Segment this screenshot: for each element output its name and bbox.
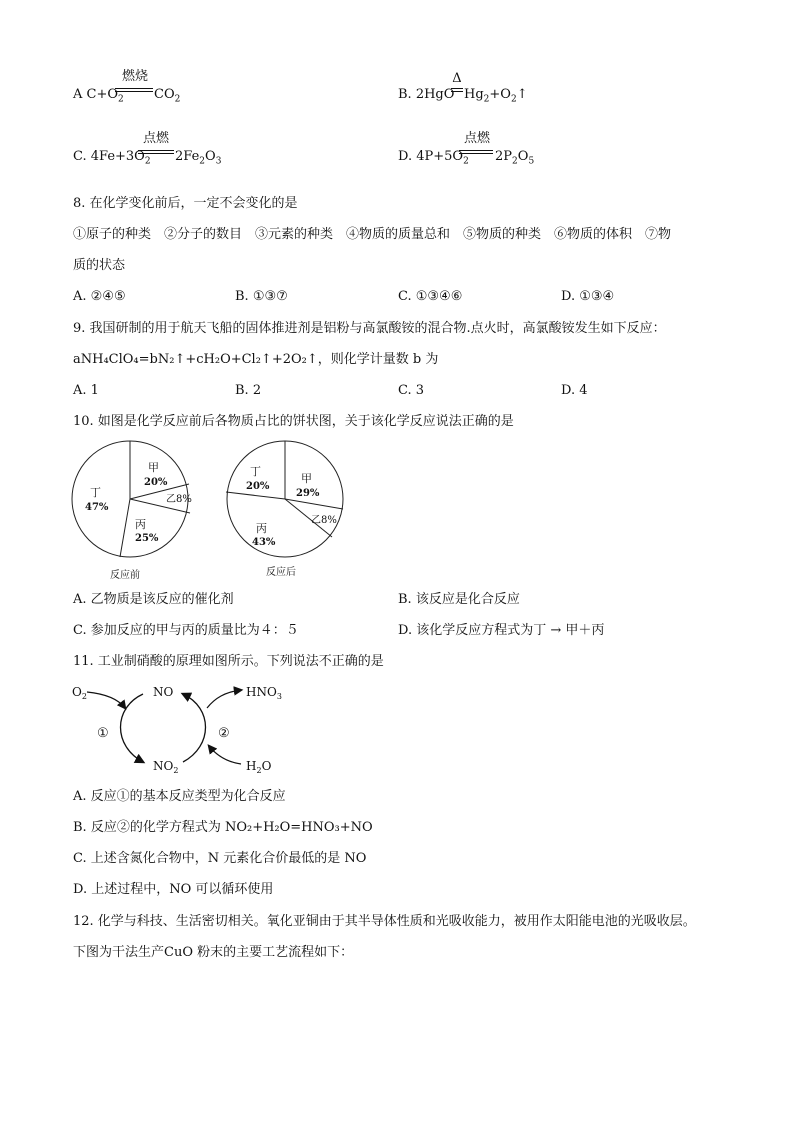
- q11-option-b[interactable]: B. 反应②的化学方程式为 NO₂+H₂O=HNO₃+NO: [73, 820, 373, 835]
- q10-option-d[interactable]: D. 该化学反应方程式为丁 → 甲＋丙: [398, 623, 605, 638]
- diagram-hno3-arrow: [207, 690, 241, 708]
- q7-d-equal-bottom: [459, 153, 493, 154]
- diagram-arc-left: [121, 694, 144, 762]
- pie-before-caption: 反应前: [110, 570, 140, 581]
- diagram-hno3: $HNO_3$: [246, 685, 282, 701]
- pie-after-value-bing: 43%: [252, 537, 276, 548]
- q11-cycle-diagram: [65, 678, 295, 778]
- q7-c-right: $2Fe_2O_3$: [175, 149, 222, 167]
- q10-option-a[interactable]: A. 乙物质是该反应的催化剂: [73, 592, 234, 607]
- q11-option-a[interactable]: A. 反应①的基本反应类型为化合反应: [73, 789, 286, 804]
- q7-b-right: $Hg_2+O_2↑$: [464, 87, 528, 105]
- pie-before-value-jia: 20%: [144, 477, 168, 488]
- q11-stem: 11. 工业制硝酸的原理如图所示。下列说法不正确的是: [73, 654, 384, 669]
- q9-stem: 9. 我国研制的用于航天飞船的固体推进剂是铝粉与高氯酸铵的混合物.点火时，高氯酸铵发生如下反应：: [73, 321, 666, 336]
- q7-a-equal-top: [115, 88, 153, 89]
- q9-option-a[interactable]: A. 1: [73, 383, 99, 398]
- pie-before-value-ding: 47%: [85, 502, 109, 513]
- pie-before-label-ding: 丁: [90, 486, 101, 499]
- q10-option-b[interactable]: B. 该反应是化合反应: [398, 592, 520, 607]
- pie-before-divider-3: [120, 499, 130, 557]
- q11-option-c[interactable]: C. 上述含氮化合物中，N 元素化合价最低的是 NO: [73, 851, 367, 866]
- diagram-o2: $O_2$: [72, 685, 87, 701]
- q7-a-left: A $C+O_2$: [73, 87, 124, 105]
- pie-before-label-jia: 甲: [148, 461, 159, 474]
- q8-items-line2: 质的状态: [73, 258, 126, 273]
- q10-option-c[interactable]: C. 参加反应的甲与丙的质量比为４：５: [73, 623, 299, 638]
- q7-a-equal-bottom: [115, 91, 153, 92]
- q10-pie-before: [72, 441, 192, 581]
- q7-b-equal-top: [451, 88, 463, 89]
- q10-pie-charts: [60, 438, 360, 583]
- diagram-step1: ①: [97, 726, 109, 741]
- diagram-no: NO: [153, 685, 174, 699]
- diagram-h2o-arrow: [209, 746, 241, 764]
- q7-c-equal-bottom: [138, 153, 174, 154]
- pie-after-value-jia: 29%: [296, 488, 320, 499]
- q7-a-condition: 燃烧: [121, 69, 148, 84]
- q12-line2: 下图为干法生产CuO 粉末的主要工艺流程如下：: [73, 945, 354, 960]
- q9-option-b[interactable]: B. 2: [235, 383, 262, 398]
- pie-after-label-bing: 丙: [256, 522, 267, 535]
- q8-option-d[interactable]: D. ①③④: [561, 289, 615, 304]
- q7-c-left: C. $4Fe+3O_2$: [73, 149, 151, 167]
- q9-option-d[interactable]: D. 4: [561, 383, 588, 398]
- q7-b-condition: Δ: [452, 71, 462, 86]
- q8-option-c[interactable]: C. ①③④⑥: [398, 289, 463, 304]
- q7-d-left: D. $4P+5O_2$: [398, 149, 469, 167]
- q11-option-d[interactable]: D. 上述过程中，NO 可以循环使用: [73, 882, 274, 897]
- q9-equation: aNH₄ClO₄=bN₂↑+cH₂O+Cl₂↑+2O₂↑，则化学计量数 b 为: [73, 352, 439, 367]
- q10-stem: 10. 如图是化学反应前后各物质占比的饼状图，关于该化学反应说法正确的是: [73, 414, 514, 429]
- q7-b-left: B. 2HgO: [398, 87, 455, 102]
- diagram-step2: ②: [218, 726, 230, 741]
- q12-line1: 12. 化学与科技、生活密切相关。氧化亚铜由于其半导体性质和光吸收能力，被用作太阳能电池的光吸收层。: [73, 914, 696, 929]
- diagram-no2: $NO_2$: [153, 759, 179, 775]
- q7-c-equal-top: [138, 150, 174, 151]
- q8-stem: 8. 在化学变化前后，一定不会变化的是: [73, 196, 298, 211]
- pie-before-label-bing: 丙: [135, 518, 146, 531]
- q7-d-right: $2P_2O_5$: [495, 149, 535, 167]
- q7-b-equal-bottom: [451, 91, 463, 92]
- q7-d-condition: 点燃: [463, 131, 490, 146]
- pie-after-caption: 反应后: [266, 567, 296, 578]
- q8-option-b[interactable]: B. ①③⑦: [235, 289, 288, 304]
- diagram-h2o: $H_2O$: [246, 759, 272, 775]
- pie-after-label-yi: 乙8%: [311, 515, 337, 526]
- q7-c-condition: 点燃: [142, 131, 169, 146]
- q10-pie-after: [226, 441, 343, 578]
- diagram-o2-arrow: [87, 692, 125, 708]
- pie-after-divider-1: [285, 499, 343, 509]
- q7-d-equal-top: [459, 150, 493, 151]
- pie-before-label-yi: 乙8%: [166, 494, 192, 505]
- q9-option-c[interactable]: C. 3: [398, 383, 425, 398]
- pie-after-label-jia: 甲: [301, 472, 312, 485]
- q8-option-a[interactable]: A. ②④⑤: [73, 289, 126, 304]
- pie-before-value-bing: 25%: [135, 533, 159, 544]
- diagram-arc-right: [183, 694, 206, 762]
- pie-after-divider-3: [226, 492, 285, 499]
- pie-after-label-ding: 丁: [250, 465, 261, 478]
- q8-items-line1: ①原子的种类 ②分子的数目 ③元素的种类 ④物质的质量总和 ⑤物质的种类 ⑥物质的体积 ⑦物: [73, 227, 672, 242]
- pie-after-value-ding: 20%: [246, 481, 270, 492]
- q7-a-right: $CO_2$: [154, 87, 181, 105]
